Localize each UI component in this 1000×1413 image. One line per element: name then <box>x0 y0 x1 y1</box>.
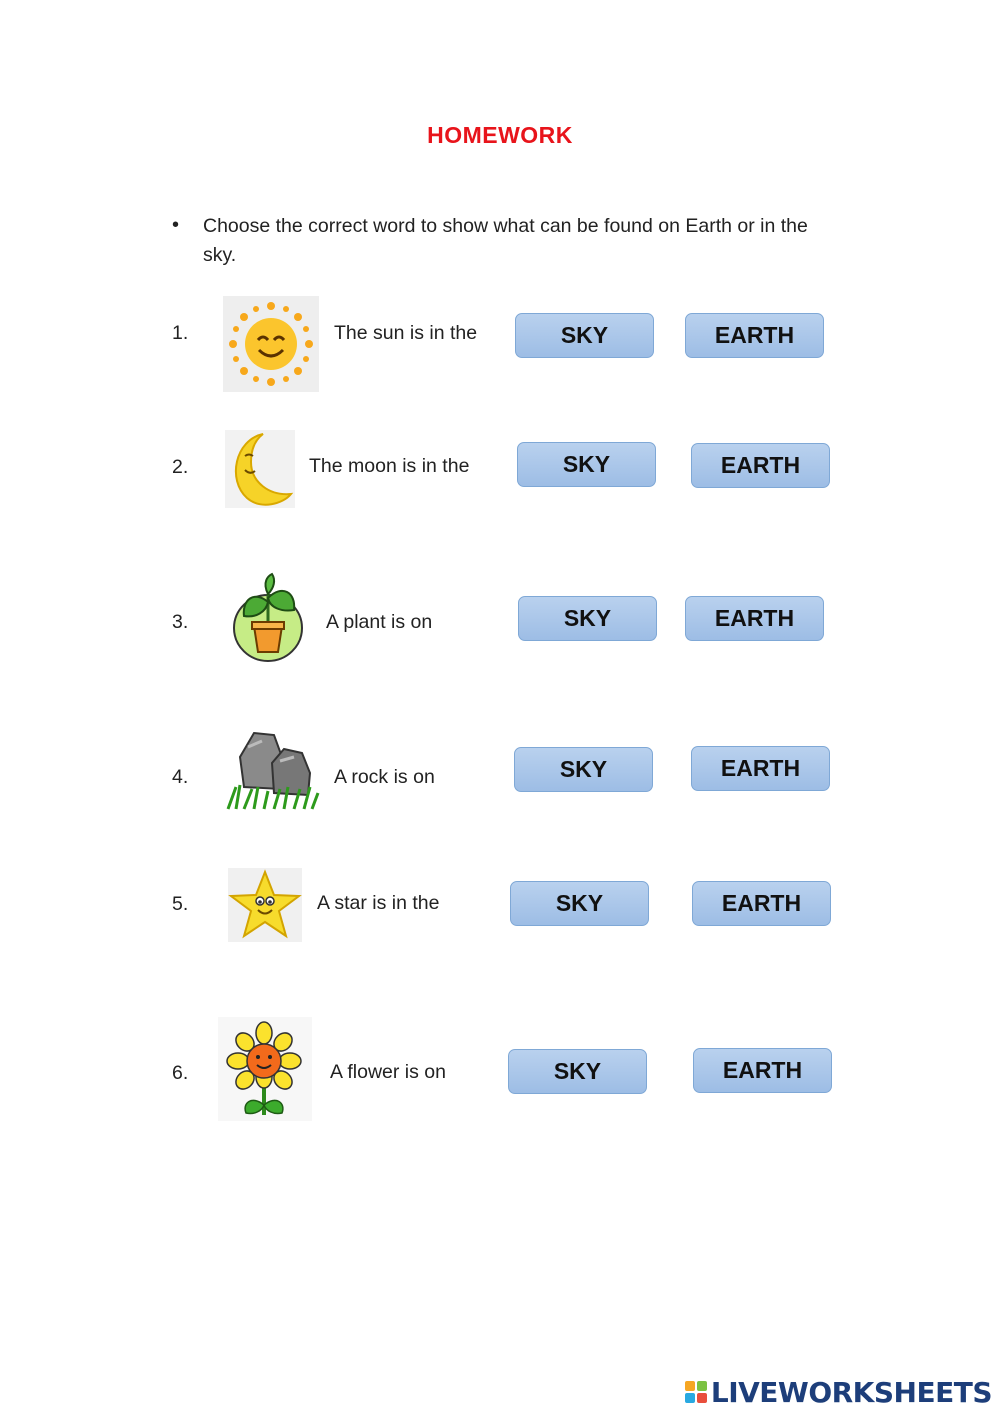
flower-icon <box>218 1017 312 1121</box>
question-number: 6. <box>172 1062 189 1084</box>
earth-button[interactable]: EARTH <box>691 443 830 488</box>
sky-button[interactable]: SKY <box>518 596 657 641</box>
question-text: A plant is on <box>326 611 433 633</box>
instruction-text: Choose the correct word to show what can be found on Earth or in the sky. <box>203 215 808 266</box>
question-text: A star is in the <box>317 892 440 914</box>
earth-button[interactable]: EARTH <box>691 746 830 791</box>
question-number: 1. <box>172 322 189 344</box>
liveworksheets-logo <box>685 1377 992 1407</box>
sky-button[interactable]: SKY <box>514 747 653 792</box>
rock-icon <box>224 727 320 811</box>
star-icon <box>228 868 302 942</box>
earth-button[interactable]: EARTH <box>685 313 824 358</box>
question-text: The moon is in the <box>309 455 470 477</box>
sky-button[interactable]: SKY <box>515 313 654 358</box>
earth-button[interactable]: EARTH <box>692 881 831 926</box>
sun-icon <box>223 296 319 392</box>
question-number: 5. <box>172 893 189 915</box>
plant-icon <box>228 572 310 664</box>
moon-icon <box>225 430 295 508</box>
sky-button[interactable]: SKY <box>517 442 656 487</box>
question-number: 2. <box>172 456 189 478</box>
sky-button[interactable]: SKY <box>510 881 649 926</box>
page-title: HOMEWORK <box>427 122 573 148</box>
logo-text: LIVEWORKSHEETS <box>710 1375 992 1409</box>
question-number: 4. <box>172 766 189 788</box>
question-text: The sun is in the <box>334 322 478 344</box>
question-text: A rock is on <box>334 766 435 788</box>
bullet-icon: • <box>172 214 180 236</box>
logo-mark-icon <box>685 1381 707 1403</box>
earth-button[interactable]: EARTH <box>685 596 824 641</box>
earth-button[interactable]: EARTH <box>693 1048 832 1093</box>
sky-button[interactable]: SKY <box>508 1049 647 1094</box>
question-text: A flower is on <box>330 1061 446 1083</box>
question-number: 3. <box>172 611 189 633</box>
